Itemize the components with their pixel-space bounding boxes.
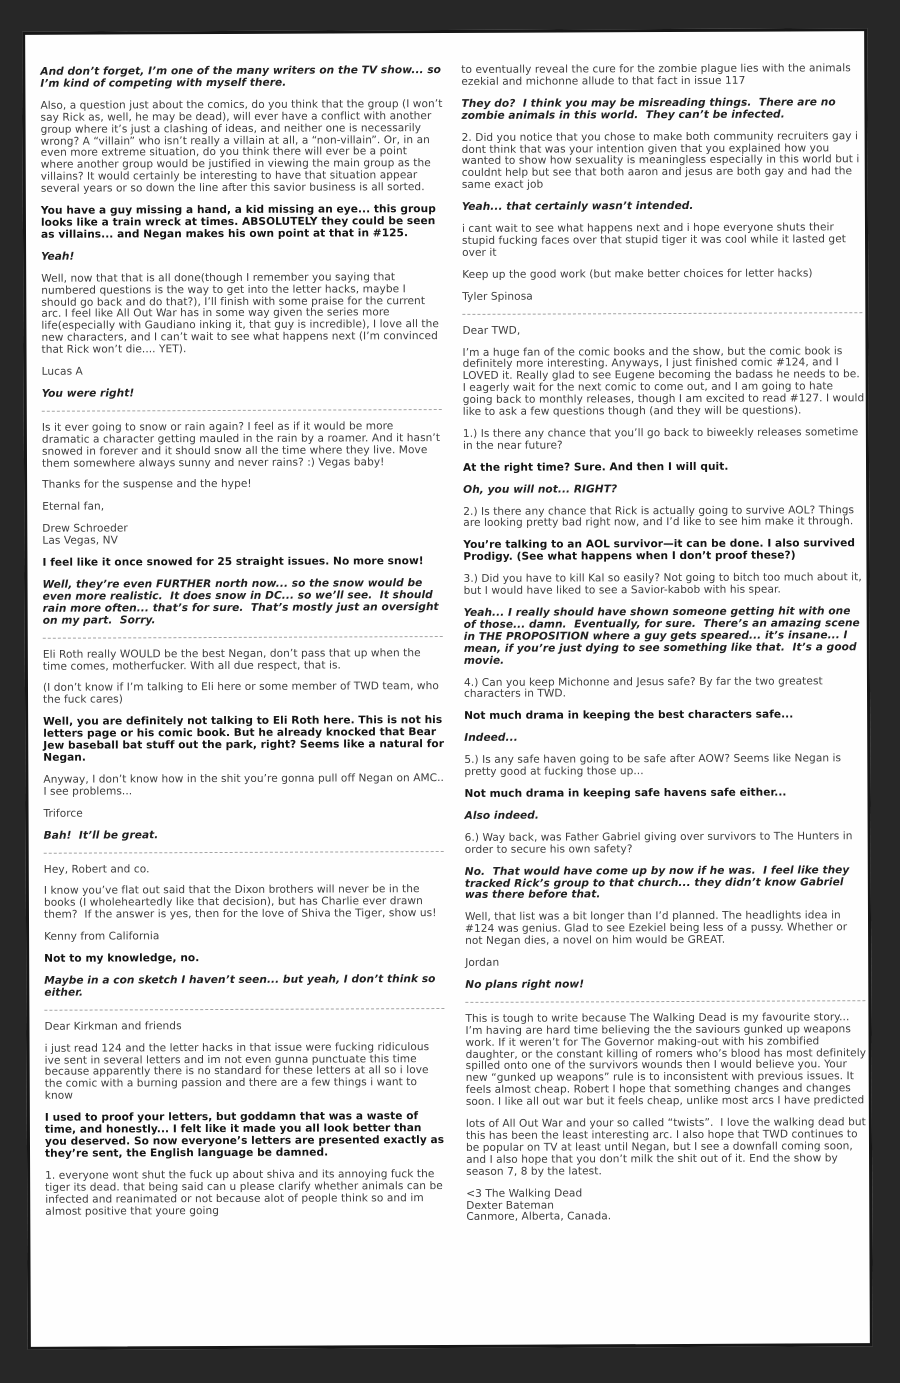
- letter-text: I know you’ve flat out said that the Dixon brothers will never be in the books (I wholeheartedly like that decision), but has Charlie ever drawn them? If the answer is yes, then for the love of Shiva the Tiger, show us!: [43, 883, 437, 921]
- letter-text: Anyway, I don’t know how in the shit you’re gonna pull off Negan on AMC.. I see problems...: [43, 771, 448, 798]
- letter-text: Jordan: [465, 956, 500, 969]
- editor-response: Maybe in a con sketch I haven’t seen... but yeah, I don’t think so either.: [44, 972, 440, 999]
- letter-text: <3 The Walking Dead Dexter Bateman Canmore, Alberta, Canada.: [466, 1187, 612, 1224]
- letter-text: Kenny from California: [44, 930, 160, 943]
- letter-text: Lucas A: [41, 365, 83, 378]
- editor-response: Oh, you will not... RIGHT?: [463, 482, 618, 496]
- letter-text: Eternal fan,: [42, 500, 105, 514]
- letter-text: Well, that list was a bit longer than I’d planned. The headlights idea in #124 was genius. Glad to see Ezekiel being less of a pussy. Whether or not Negan dies, a novel on him would be GREAT.: [464, 909, 851, 948]
- editor-response: Yeah... that certainly wasn’t intended.: [461, 200, 694, 214]
- editor-response: Not much drama in keeping the best characters safe...: [464, 708, 794, 723]
- editor-response: Indeed...: [464, 731, 518, 745]
- letters-page: [22, 28, 873, 1350]
- letter-text: i cant wait to see what happens next and i hope everyone shuts their stupid fucking faces over that stupid tiger it was cool while it lasted get over it: [461, 221, 850, 259]
- letter-text: Drew Schroeder Las Vegas, NV: [42, 522, 128, 547]
- letter-text: Keep up the good work (but make better choices for letter hacks): [462, 267, 813, 281]
- editor-response: Well, they’re even FURTHER north now... so the snow would be even more realistic. It does snow in DC... so we’ll see. It should rain more often... that’s for sure. That’s mostly just an oversight on my part. Sorry.: [42, 577, 443, 627]
- editor-response: No. That would have come up by now if he was. I feel like they tracked Rick’s group to that church... they didn’t know Gabriel was there before that.: [464, 863, 854, 902]
- editor-response: No plans right now!: [465, 978, 585, 991]
- editor-response: I feel like it once snowed for 25 straight issues. No more snow!: [42, 555, 424, 569]
- section-divider: [462, 312, 862, 315]
- letter-text: This is tough to write because The Walking Dead is my favourite story... I’m having are hard time believing the the saviours gunked up weapons work. If it weren’t for The Governor making-out with his zombified daughter, or the constant killing of romers who’s blood has most definitely spilled onto one of the survivors wounds then I would believe you. Your new “gunked up weapons” rule is to inconsistent with previous issues. It feels almost cheap. Robert I hope that something changes and changes soon. I like all out war but it feels cheap, unlike most arcs I have predicted: [465, 1011, 870, 1109]
- section-divider: [44, 851, 444, 854]
- editor-response: Also indeed.: [464, 809, 540, 822]
- letter-text: I’m a huge fan of the comic books and the show, but the comic book is definitely more interesting. Anyways, I just finished comic #124, and I LOVED it. Really glad to see Eugene becoming the badass he needs to be. I eagerly wait for the next comic to come out, and I am going to hate going back to monthly releases, though I am excited to read #127. I would like to ask a few questions though (and they will be questions).: [462, 344, 868, 418]
- editor-response: Not much drama in keeping safe havens safe either...: [464, 786, 787, 800]
- section-divider: [44, 1008, 444, 1011]
- letter-text: (I don’t know if I’m talking to Eli here or some member of TWD team, who the fuck cares): [42, 680, 443, 707]
- letters-column-left: [40, 65, 447, 1236]
- letter-text: Tyler Spinosa: [462, 290, 533, 303]
- letter-text: 6.) Way back, was Father Gabriel giving over survivors to The Hunters in order to secure his own safety?: [464, 830, 856, 856]
- editor-response: You’re talking to an AOL survivor—it can be done. I also survived Prodigy. (See what happens when I don’t proof these?): [463, 537, 859, 564]
- letter-text: Thanks for the suspense and the hype!: [42, 478, 252, 492]
- letter-text: Is it ever going to snow or rain again? I feel as if it would be more dramatic a character getting mauled in the rain by a roamer. And it hasn’t snowed in forever and it should snow all the time where they live. Move them somewhere always sunny and never rains? :) Vegas baby!: [41, 420, 444, 470]
- editor-response: They do? I think you may be misreading things. There are no zombie animals in this world. They can’t be infected.: [461, 96, 840, 122]
- editor-response: Not to my knowledge, no.: [44, 952, 200, 965]
- editor-response: I used to proof your letters, but goddamn that was a waste of time, and honestly... I felt like it made you all look better than you deserved. So now everyone’s letters are presented exactly as they’re sent, the English language be damned.: [44, 1110, 448, 1160]
- letter-text: Dear Kirkman and friends: [44, 1019, 182, 1033]
- letter-text: lots of All Out War and your so called “twists”. I love the walking dead but this has been the least interesting arc. I also hope that TWD continues to be popular on TV at least until Negan, but I see a downfall coming soon, and I also hope that you don’t milk the shit out of it. End the show by season 7, 8 by the latest.: [465, 1116, 870, 1178]
- section-divider: [465, 1000, 865, 1003]
- letter-text: 1.) Is there any chance that you’ll go back to biweekly releases sometime in the near future?: [462, 426, 862, 452]
- letters-column-right: [461, 63, 868, 1234]
- letters-columns: [40, 62, 870, 1236]
- letter-text: i just read 124 and the letter hacks in that issue were fucking ridiculous ive sent in several letters and im not even gunna punctuate this time because apparently there is no standard for these letters at all so i love the comic with a burning passion and there are a few things i want to know: [44, 1040, 433, 1103]
- letter-text: Triforce: [43, 807, 83, 820]
- letter-text: 5.) Is any safe haven going to be safe after AOW? Seems like Negan is pretty good at fucking those up...: [464, 752, 845, 778]
- section-divider: [43, 636, 443, 639]
- letter-text: 1. everyone wont shut the fuck up about shiva and its annoying fuck the tiger its dead. that being said can u please clarify whether animals can be infected and reanimated or not because alot of people think so and im almost positive that youre going: [45, 1167, 447, 1218]
- editor-response: Yeah... I really should have shown someone getting hit with one of those... damn. Eventually, for sure. There’s an amazing scene in THE PROPOSITION where a guy gets speared... it’s insane... I mean, if you’re just dying to see something like that. It’s a good movie.: [463, 605, 864, 667]
- letter-text: 3.) Did you have to kill Kal so easily? Not going to bitch too much about it, but I would have liked to see a Savior-kabob with his spear.: [463, 571, 866, 598]
- letter-text: to eventually reveal the cure for the zombie plague lies with the animals ezekial and michonne allude to that fact in issue 117: [461, 62, 855, 88]
- editor-response: At the right time? Sure. And then I will quit.: [463, 460, 729, 474]
- editor-response: You have a guy missing a hand, a kid missing an eye... this group looks like a train wreck at times. ABSOLUTELY they could be seen as villains... and Negan makes his own point at that in #125.: [40, 203, 440, 241]
- letter-text: Also, a question just about the comics, do you think that the group (I won’t say Rick as, well, he may be dead), will ever have a conflict with another group where it’s just a clashing of ideas, and neither one is necessarily wrong? A “villain” who isn’t really a villain at all, a “non-villain”. Or, in an even more extreme situation, do you think there will ever be a point where another group would be justified in viewing the main group as the villains? It would certainly be interesting to have that situation appear several years or so down the line after this savior business is all sorted.: [40, 97, 446, 195]
- editor-response: Bah! It’ll be great.: [43, 828, 159, 842]
- letter-text: Well, now that that is all done(though I remember you saying that numbered questions is the way to get into the letter hacks, maybe I should go back and do that?), I’ll finish with some praise for the current arc. I feel like All Out War has in some way given the series more life(especially with Gaudiano inking it, that guy is incredible), I love all the new characters, and I can’t wait to see what happens next (I’m convinced that Rick won’t die.... YET).: [41, 270, 443, 356]
- letter-text: 2. Did you notice that you chose to make both community recruiters gay i dont think that was your intention given that you explained how you wanted to show how sexuality is meaningless especially in this world but i couldnt help but see that both aaron and jesus are both gay and had the same exact job: [461, 129, 863, 192]
- letter-text: Eli Roth really WOULD be the best Negan, don’t pass that up when the time comes, motherfucker. With all due respect, that is.: [42, 646, 425, 673]
- editor-response: Yeah!: [41, 250, 75, 263]
- letter-text: Hey, Robert and co.: [43, 862, 150, 876]
- letter-text: Dear TWD,: [462, 324, 521, 337]
- editor-response: Well, you are definitely not talking to Eli Roth here. This is not his letters page or his comic book. But he already knocked that Bear Jew baseball bat stuff out the park, right? Seems like a natural for Negan.: [43, 714, 448, 764]
- section-divider: [42, 409, 442, 412]
- letter-text: 2.) Is there any chance that Rick is actually going to survive AOL? Things are looking pretty bad right now, and I’d like to see him make it through.: [463, 503, 858, 530]
- editor-response: And don’t forget, I’m one of the many writers on the TV show... so I’m kind of competing with myself there.: [40, 64, 445, 90]
- letter-text: 4.) Can you keep Michonne and Jesus safe? By far the two greatest characters in TWD.: [463, 674, 827, 701]
- editor-response: You were right!: [41, 387, 135, 400]
